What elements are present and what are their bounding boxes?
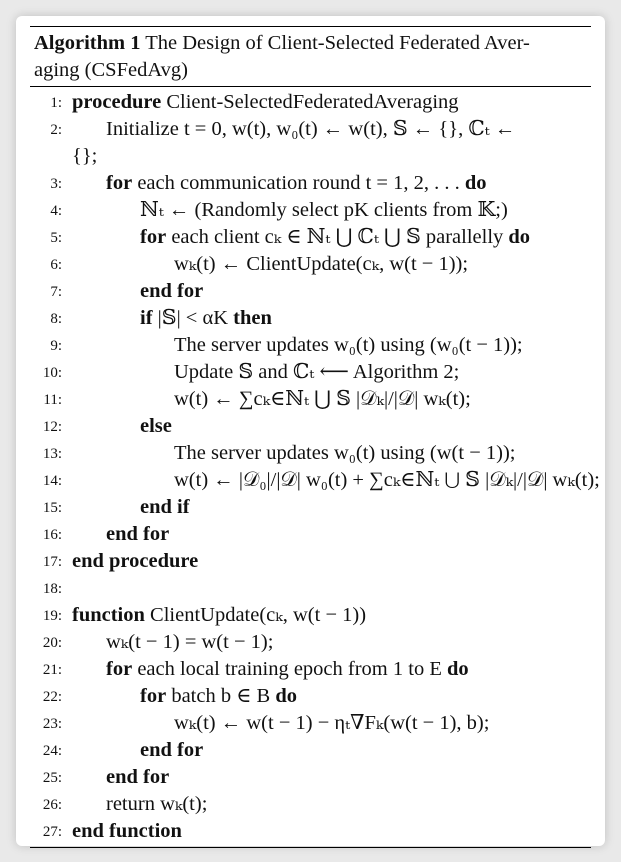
line-number: 2: xyxy=(50,122,62,138)
keyword: do xyxy=(446,658,469,680)
caption-text-line1: The Design of Client-Selected Federated Aver- xyxy=(145,32,530,54)
line-number: 4: xyxy=(50,203,62,219)
line-code xyxy=(106,791,207,818)
keyword: do xyxy=(508,226,531,248)
algo-line xyxy=(30,575,591,602)
algo-line-continuation xyxy=(30,143,591,170)
line-code xyxy=(72,548,198,575)
line-number: 10: xyxy=(42,365,62,381)
line-code xyxy=(174,332,523,359)
algo-line xyxy=(30,737,591,764)
line-number: 17: xyxy=(42,554,62,570)
line-code xyxy=(106,521,169,548)
keyword: end for xyxy=(106,523,170,545)
keyword: end procedure xyxy=(72,550,199,572)
line-text: The server updates w₀(t) using (w₀(t − 1)); xyxy=(174,334,523,356)
algo-line xyxy=(30,440,591,467)
keyword: end if xyxy=(140,496,190,518)
keyword: for xyxy=(106,172,133,194)
line-code xyxy=(174,467,600,494)
line-text: wₖ(t) ← ClientUpdate(cₖ, w(t − 1)); xyxy=(174,253,469,275)
caption-text-line2: aging (CSFedAvg) xyxy=(34,59,188,81)
line-number: 15: xyxy=(42,500,62,516)
bottom-rule xyxy=(30,847,591,848)
line-code xyxy=(174,386,471,413)
keyword: else xyxy=(140,415,172,437)
algorithm-card xyxy=(16,16,605,846)
algo-line xyxy=(30,521,591,548)
algorithm-block xyxy=(30,26,600,848)
keyword: for xyxy=(140,685,167,707)
line-code xyxy=(72,818,182,845)
line-code xyxy=(106,656,469,683)
algo-line xyxy=(30,494,591,521)
line-text: Update 𝕊 and ℂₜ ⟵ Algorithm 2; xyxy=(174,361,460,383)
line-number: 20: xyxy=(42,635,62,651)
algo-line xyxy=(30,683,591,710)
line-number: 18: xyxy=(42,581,62,597)
algo-line xyxy=(30,170,591,197)
line-number: 14: xyxy=(42,473,62,489)
line-number: 26: xyxy=(42,797,62,813)
algo-line xyxy=(30,305,591,332)
caption-label: Algorithm 1 xyxy=(34,32,141,54)
line-number: 7: xyxy=(50,284,62,300)
algo-line xyxy=(30,251,591,278)
algo-line xyxy=(30,116,591,143)
line-text: ℕₜ ← (Randomly select pK clients from 𝕂;) xyxy=(140,199,508,221)
algo-line xyxy=(30,386,591,413)
line-code xyxy=(140,413,172,440)
keyword: then xyxy=(233,307,272,329)
line-number: 13: xyxy=(42,446,62,462)
line-number: 1: xyxy=(50,95,62,111)
line-code xyxy=(106,116,515,143)
keyword: function xyxy=(72,604,145,626)
line-number: 24: xyxy=(42,743,62,759)
algorithm-lines xyxy=(30,87,600,847)
algo-line xyxy=(30,629,591,656)
line-number: 21: xyxy=(42,662,62,678)
keyword: end for xyxy=(106,766,170,788)
line-number: 3: xyxy=(50,176,62,192)
line-code xyxy=(106,170,487,197)
line-text: each local training epoch from 1 to E xyxy=(132,658,447,680)
line-code xyxy=(106,629,273,656)
keyword: procedure xyxy=(72,91,162,113)
line-code xyxy=(174,251,468,278)
line-number: 11: xyxy=(43,392,62,408)
algo-line xyxy=(30,197,591,224)
line-code xyxy=(140,278,203,305)
line-number: 25: xyxy=(42,770,62,786)
keyword: end function xyxy=(72,820,182,842)
line-text: each client cₖ ∈ ℕₜ ⋃ ℂₜ ⋃ 𝕊 parallelly xyxy=(166,226,509,248)
line-code xyxy=(174,440,515,467)
line-text: The server updates w₀(t) using (w(t − 1)); xyxy=(174,442,516,464)
line-code xyxy=(106,764,169,791)
line-text: wₖ(t) ← w(t − 1) − ηₜ∇Fₖ(w(t − 1), b); xyxy=(174,712,490,734)
algo-line xyxy=(30,467,600,494)
line-text: each communication round t = 1, 2, . . . xyxy=(132,172,465,194)
algo-line xyxy=(30,791,591,818)
line-code xyxy=(140,224,530,251)
line-text: w(t) ← ∑cₖ∈ℕₜ ⋃ 𝕊 |𝒟ₖ|/|𝒟| wₖ(t); xyxy=(174,388,471,410)
line-text: {}; xyxy=(72,145,98,167)
line-text: ClientUpdate(cₖ, w(t − 1)) xyxy=(144,604,367,626)
line-text: Initialize t = 0, w(t), w₀(t) ← w(t), 𝕊 ← {}, ℂₜ ← xyxy=(106,118,516,140)
line-number: 23: xyxy=(42,716,62,732)
keyword: for xyxy=(106,658,133,680)
keyword: do xyxy=(464,172,487,194)
line-code xyxy=(72,602,366,629)
line-code xyxy=(140,494,190,521)
algorithm-caption xyxy=(30,27,591,86)
keyword: do xyxy=(275,685,297,707)
line-text: |𝕊| < αK xyxy=(152,307,234,329)
line-text: wₖ(t − 1) = w(t − 1); xyxy=(106,631,274,653)
line-code xyxy=(140,197,508,224)
algo-line xyxy=(30,548,591,575)
line-number: 12: xyxy=(42,419,62,435)
line-number: 5: xyxy=(50,230,62,246)
line-number: 22: xyxy=(42,689,62,705)
line-number: 19: xyxy=(42,608,62,624)
keyword: end for xyxy=(140,280,204,302)
line-code xyxy=(174,359,459,386)
line-code xyxy=(72,143,97,170)
line-code xyxy=(140,305,272,332)
line-number: 27: xyxy=(42,824,62,840)
line-number: 8: xyxy=(50,311,62,327)
line-text: return wₖ(t); xyxy=(106,793,208,815)
algo-line xyxy=(30,818,591,845)
line-number: 6: xyxy=(50,257,62,273)
algo-line xyxy=(30,764,591,791)
line-number: 16: xyxy=(42,527,62,543)
line-code xyxy=(72,89,459,116)
line-text: Client-SelectedFederatedAveraging xyxy=(161,91,459,113)
algo-line xyxy=(30,332,591,359)
algo-line xyxy=(30,89,591,116)
keyword: for xyxy=(140,226,167,248)
line-number: 9: xyxy=(50,338,62,354)
algo-line xyxy=(30,710,591,737)
keyword: if xyxy=(140,307,153,329)
algo-line xyxy=(30,656,591,683)
algo-line xyxy=(30,413,591,440)
line-code xyxy=(140,683,297,710)
algo-line xyxy=(30,278,591,305)
algo-line xyxy=(30,224,591,251)
keyword: end for xyxy=(140,739,204,761)
line-text: w(t) ← |𝒟₀|/|𝒟| w₀(t) + ∑cₖ∈ℕₜ ⋃ 𝕊 |𝒟ₖ|/|𝒟| wₖ(t); xyxy=(174,469,600,491)
algo-line xyxy=(30,359,591,386)
line-code xyxy=(140,737,203,764)
algo-line xyxy=(30,602,591,629)
line-text: batch b ∈ B xyxy=(166,685,276,707)
line-code xyxy=(174,710,489,737)
